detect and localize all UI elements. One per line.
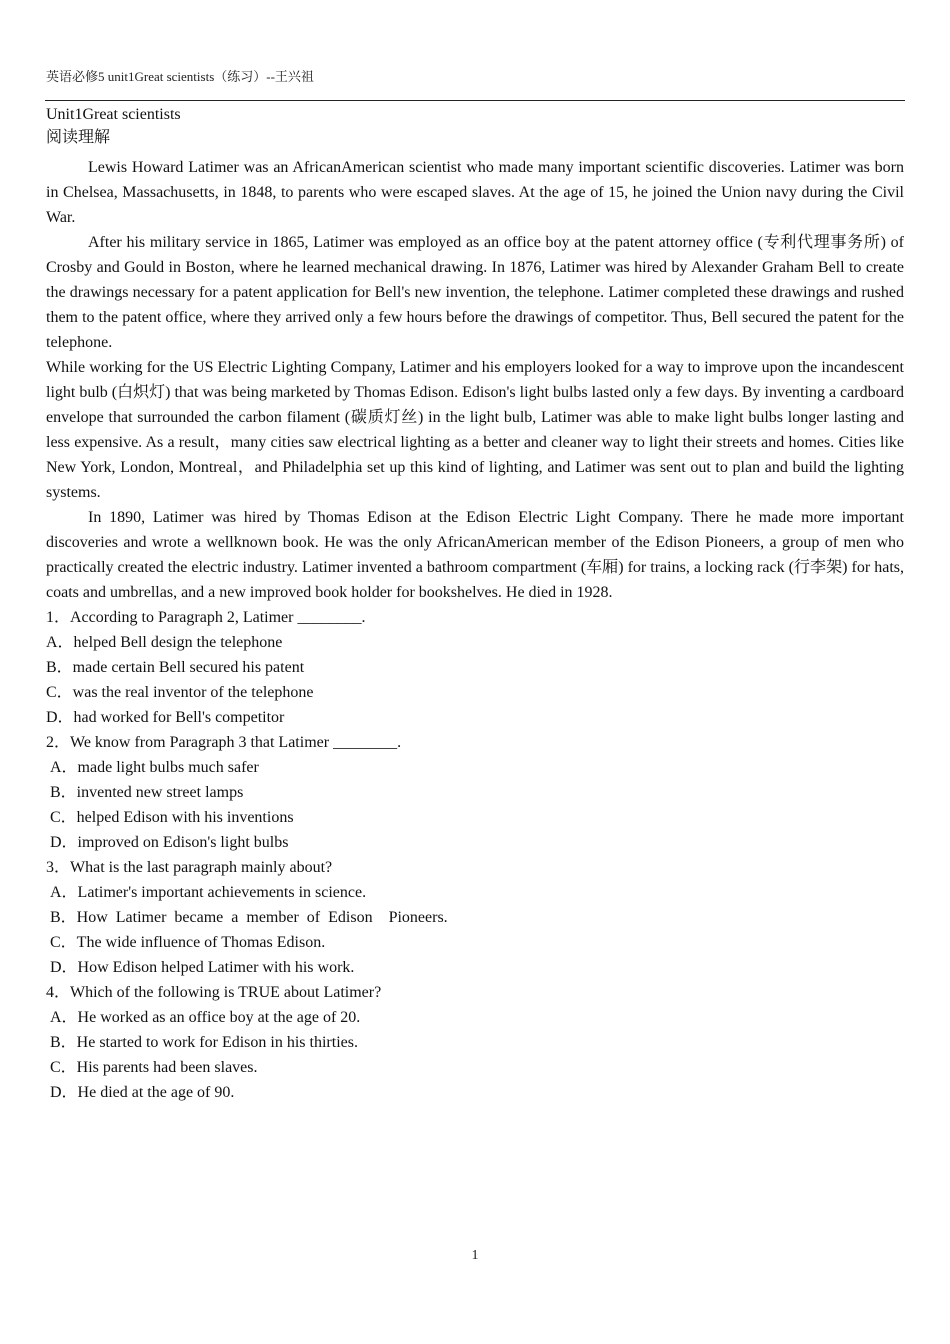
option-b: B．He started to work for Edison in his thirties. [50,1034,358,1051]
option-c: C．helped Edison with his inventions [50,809,294,826]
option-a: A．made light bulbs much safer [50,759,259,776]
question-stem: 3．What is the last paragraph mainly about? [46,859,333,876]
page-header: 英语必修5 unit1Great scientists（练习）--王兴祖 [46,69,314,84]
question-stem: 4．Which of the following is TRUE about Latimer? [46,984,382,1001]
option-b: B．How Latimer became a member of Edison Pioneers. [50,909,448,926]
paragraph-1: Lewis Howard Latimer was an AfricanAmerican scientist who made many important scientific discoveries. Latimer was born in Chelsea, Massachusetts, in 1848, to parents who were escaped slaves. At the age of 15, he joined the Union navy during the Civil War. [46,159,904,226]
question-3 [46,855,904,980]
option-c: C．The wide influence of Thomas Edison. [50,934,326,951]
question-stem: 2．We know from Paragraph 3 that Latimer ________. [46,734,402,751]
document-body [46,104,904,1105]
option-a: A．helped Bell design the telephone [46,634,283,651]
header-divider [45,100,905,101]
paragraph-3: While working for the US Electric Lighting Company, Latimer and his employers looked for a way to improve upon the incandescent light bulb (白炽灯) that was being marketed by Thomas Edison. Edison's light bulbs lasted only a few days. By inventing a cardboard envelope that surrounded the carbon filament (碳质灯丝) in the light bulb, Latimer was able to make light bulbs longer lasting and less expensive. As a result，many cities saw electrical lighting as a better and cleaner way to light their streets and homes. Cities like New York, London, Montreal，and Philadelphia set up this kind of lighting, and Latimer was sent out to plan and build the lighting systems. [46,359,905,501]
option-a: A．He worked as an office boy at the age of 20. [50,1009,361,1026]
option-c: C．was the real inventor of the telephone [46,684,314,701]
option-d: D．He died at the age of 90. [50,1084,235,1101]
option-b: B．invented new street lamps [50,784,244,801]
option-b: B．made certain Bell secured his patent [46,659,305,676]
question-1 [46,605,904,730]
option-d: D．How Edison helped Latimer with his work. [50,959,355,976]
option-c: C．His parents had been slaves. [50,1059,258,1076]
section-heading: 阅读理解 [46,127,111,146]
page-number: 1 [471,1248,479,1263]
paragraph-4: In 1890, Latimer was hired by Thomas Edison at the Edison Electric Light Company. There he made more important discoveries and wrote a wellknown book. He was the only AfricanAmerican member of the Edison Pioneers, a group of men who practically created the electric industry. Latimer invented a bathroom compartment (车厢) for trains, a locking rack (行李架) for hats, coats and umbrellas, and a new improved book holder for bookshelves. He died in 1928. [46,509,904,601]
option-d: D．had worked for Bell's competitor [46,709,285,726]
option-d: D．improved on Edison's light bulbs [50,834,289,851]
question-stem: 1．According to Paragraph 2, Latimer ________. [46,609,366,626]
document-title: Unit1Great scientists [46,106,181,123]
paragraph-2: After his military service in 1865, Latimer was employed as an office boy at the patent attorney office (专利代理事务所) of Crosby and Gould in Boston, where he learned mechanical drawing. In 1876, Latimer was hired by Alexander Graham Bell to create the drawings necessary for a patent application for Bell's new invention, the telephone. Latimer completed these drawings and rushed them to the patent office, where they arrived only a few hours before the drawings of competitor. Thus, Bell secured the patent for the telephone. [46,234,904,351]
question-4 [46,980,904,1105]
option-a: A．Latimer's important achievements in science. [50,884,367,901]
question-2 [46,730,904,855]
